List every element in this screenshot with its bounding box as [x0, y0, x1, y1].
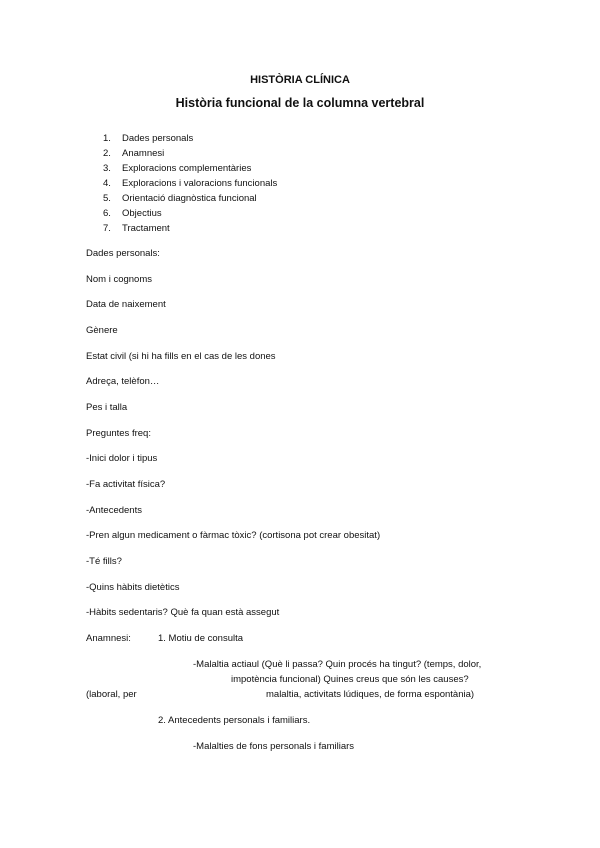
- anamnesi-item-1: 1. Motiu de consulta: [158, 633, 244, 644]
- toc-item: [103, 191, 277, 206]
- question-item: -Fa activitat física?: [86, 479, 166, 490]
- toc-label: Dades personals: [122, 133, 194, 144]
- toc-label: Exploracions complementàries: [122, 163, 252, 174]
- anamnesi-text-line: -Malaltia actiaul (Què li passa? Quin procés ha tingut? (temps, dolor,: [193, 659, 482, 670]
- anamnesi-text-line: (laboral, per: [86, 689, 137, 700]
- toc-label: Exploracions i valoracions funcionals: [122, 178, 278, 189]
- toc-label: Anamnesi: [122, 148, 165, 159]
- question-item: -Hàbits sedentaris? Què fa quan està assegut: [86, 607, 280, 618]
- toc-number: 1.: [103, 133, 111, 144]
- question-item: -Antecedents: [86, 505, 142, 516]
- anamnesi-item-2: 2. Antecedents personals i familiars.: [158, 715, 311, 726]
- toc-label: Tractament: [122, 223, 170, 234]
- toc-number: 7.: [103, 223, 111, 234]
- document-title: HISTÒRIA CLÍNICA: [250, 74, 350, 86]
- toc-item: [103, 176, 277, 191]
- toc-number: 2.: [103, 148, 111, 159]
- toc-item: [103, 161, 277, 176]
- toc-number: 3.: [103, 163, 111, 174]
- toc-label: Orientació diagnòstica funcional: [122, 193, 257, 204]
- toc-label: Objectius: [122, 208, 162, 219]
- field-gender: Gènere: [86, 325, 118, 336]
- question-item: -Té fills?: [86, 556, 122, 567]
- field-name: Nom i cognoms: [86, 274, 152, 285]
- field-birth-date: Data de naixement: [86, 299, 166, 310]
- toc-number: 4.: [103, 178, 111, 189]
- toc-number: 5.: [103, 193, 111, 204]
- anamnesi-heading: Anamnesi:: [86, 633, 131, 644]
- questions-heading: Preguntes freq:: [86, 428, 151, 439]
- toc-item: [103, 221, 277, 236]
- toc-item: [103, 146, 277, 161]
- anamnesi-text-line: malaltia, activitats lúdiques, de forma espontània): [266, 689, 475, 700]
- document-subtitle: Història funcional de la columna vertebral: [175, 96, 425, 110]
- field-civil-status: Estat civil (si hi ha fills en el cas de les dones: [86, 351, 276, 362]
- question-item: -Inici dolor i tipus: [86, 453, 158, 464]
- toc-item: [103, 131, 277, 146]
- field-address: Adreça, telèfon…: [86, 376, 160, 387]
- question-item: -Quins hàbits dietètics: [86, 582, 180, 593]
- anamnesi-text-line: -Malalties de fons personals i familiars: [193, 741, 355, 752]
- anamnesi-text-line: impotència funcional) Quines creus que són les causes?: [231, 674, 469, 685]
- toc-number: 6.: [103, 208, 111, 219]
- toc-item: [103, 206, 277, 221]
- question-item: -Pren algun medicament o fàrmac tòxic? (cortisona pot crear obesitat): [86, 530, 381, 541]
- field-weight-height: Pes i talla: [86, 402, 128, 413]
- table-of-contents: [103, 131, 277, 236]
- personal-data-heading: Dades personals:: [86, 248, 160, 259]
